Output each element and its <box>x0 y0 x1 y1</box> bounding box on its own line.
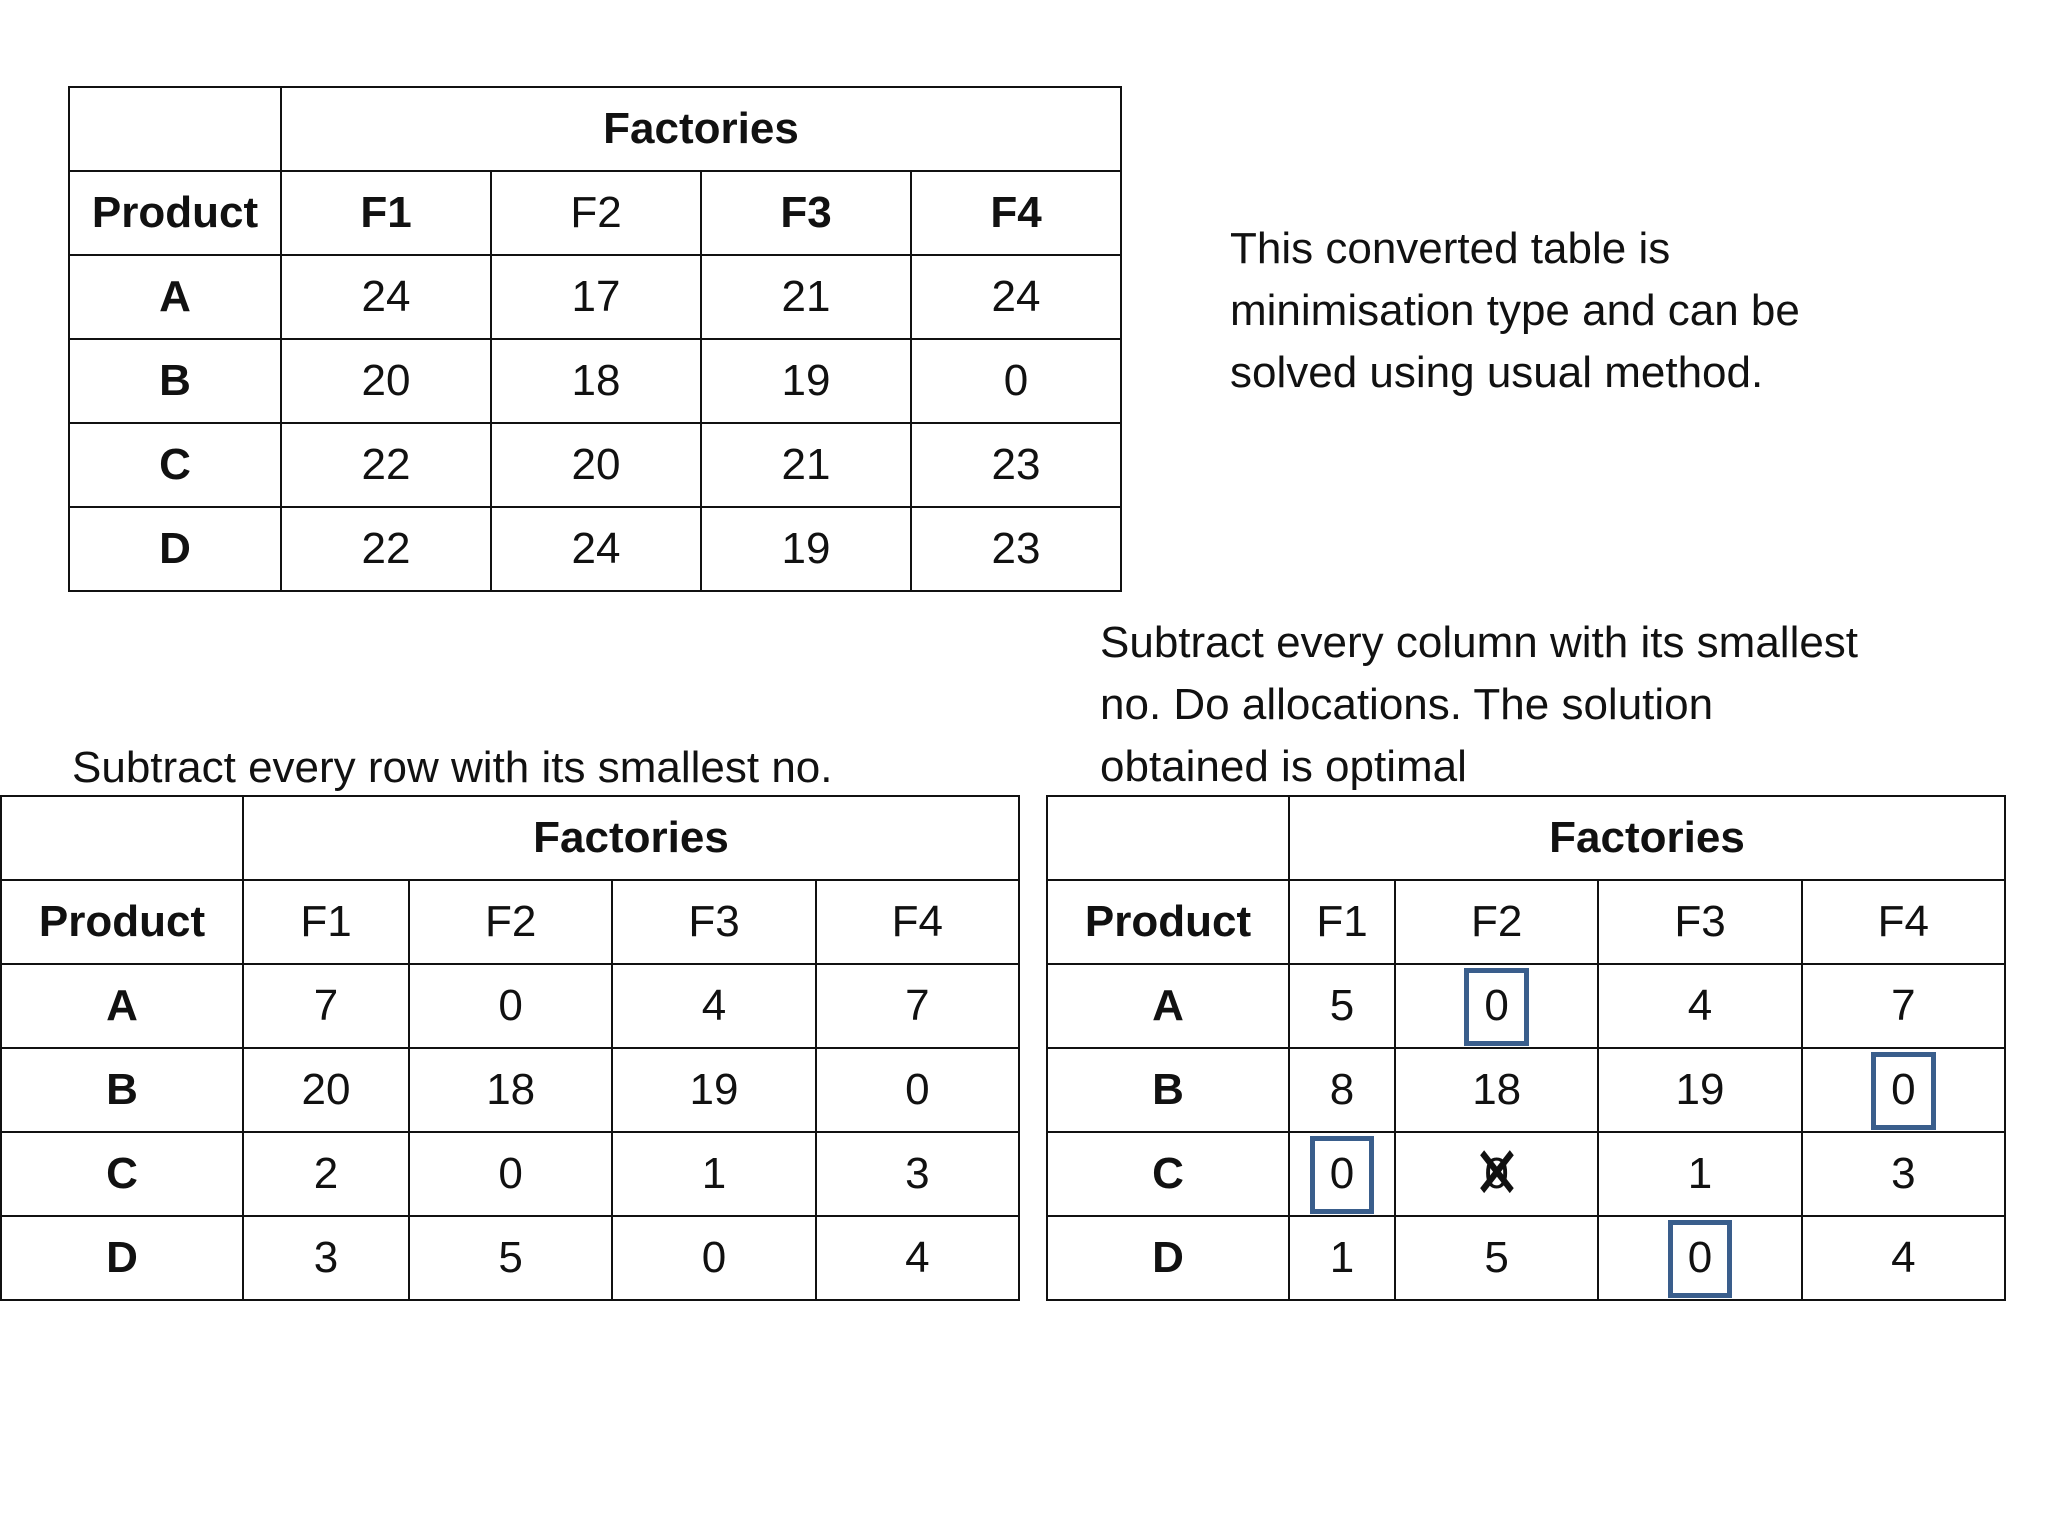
table-cell <box>1598 1132 1801 1216</box>
table-row <box>69 339 1121 423</box>
cell-value: 1 <box>1329 1233 1355 1282</box>
table-cell <box>1598 1216 1801 1300</box>
table-row <box>1 1132 1019 1216</box>
table-row <box>69 507 1121 591</box>
row-label: A <box>1 964 243 1048</box>
table-cell: 3 <box>243 1216 409 1300</box>
table-cell: 24 <box>281 255 491 339</box>
cell-value: 19 <box>1675 1065 1725 1114</box>
table-row <box>1047 964 2005 1048</box>
table-cell: 18 <box>409 1048 612 1132</box>
cell-value: 4 <box>1687 981 1713 1030</box>
table-corner-cell <box>69 87 281 171</box>
note-line: solved using usual method. <box>1230 348 1764 397</box>
table-cell: 20 <box>281 339 491 423</box>
column-header-f1: F1 <box>281 171 491 255</box>
column-reduced-table <box>1046 795 2006 1301</box>
row-label: C <box>1 1132 243 1216</box>
table-group-header-row <box>1047 796 2005 880</box>
table-cell <box>1289 1216 1395 1300</box>
note-line: obtained is optimal <box>1100 742 1467 791</box>
table-cell: 23 <box>911 507 1121 591</box>
cell-value: 3 <box>1891 1149 1916 1198</box>
column-header-f1: F1 <box>1289 880 1395 964</box>
column-header-f1: F1 <box>243 880 409 964</box>
table-cell: 7 <box>816 964 1019 1048</box>
cell-value: 8 <box>1329 1065 1355 1114</box>
table-header-row <box>69 171 1121 255</box>
product-column-header: Product <box>69 171 281 255</box>
column-header-f3: F3 <box>1598 880 1801 964</box>
factories-group-header: Factories <box>281 87 1121 171</box>
table-cell <box>1289 1132 1395 1216</box>
note-line: no. Do allocations. The solution <box>1100 680 1714 729</box>
table-cell: 2 <box>243 1132 409 1216</box>
row-label: B <box>1047 1048 1289 1132</box>
converted-table <box>68 86 1122 592</box>
note-line: This converted table is <box>1230 224 1671 273</box>
table-cell: 23 <box>911 423 1121 507</box>
cell-value: 5 <box>1329 981 1355 1030</box>
crossed-cell-value: ✕ 0 <box>1484 1152 1508 1196</box>
row-label: D <box>1 1216 243 1300</box>
row-label: D <box>1047 1216 1289 1300</box>
table-cell: 0 <box>409 964 612 1048</box>
cell-value: 5 <box>1484 1233 1509 1282</box>
table-cell: 18 <box>491 339 701 423</box>
row-reduced-table <box>0 795 1020 1301</box>
table-row <box>1 964 1019 1048</box>
table-row <box>1047 1132 2005 1216</box>
row-label: B <box>69 339 281 423</box>
table-cell <box>1395 1048 1598 1132</box>
table-cell: 22 <box>281 507 491 591</box>
row-label: C <box>69 423 281 507</box>
table-cell: 22 <box>281 423 491 507</box>
product-column-header: Product <box>1 880 243 964</box>
table-cell <box>1802 1048 2005 1132</box>
table-row <box>69 423 1121 507</box>
row-step-note: Subtract every row with its smallest no. <box>72 743 833 792</box>
table-cell <box>1802 964 2005 1048</box>
table-cell: 24 <box>491 507 701 591</box>
column-header-f4: F4 <box>911 171 1121 255</box>
product-column-header: Product <box>1047 880 1289 964</box>
allocated-cell-value: 0 <box>1687 1233 1713 1282</box>
row-label: B <box>1 1048 243 1132</box>
row-label: C <box>1047 1132 1289 1216</box>
factories-group-header: Factories <box>1289 796 2005 880</box>
table-cell: 20 <box>491 423 701 507</box>
row-label: D <box>69 507 281 591</box>
table-corner-cell <box>1 796 243 880</box>
table-row <box>1 1216 1019 1300</box>
table-header-row <box>1 880 1019 964</box>
table-row <box>1047 1216 2005 1300</box>
table-cell: 4 <box>612 964 815 1048</box>
table-cell: 5 <box>409 1216 612 1300</box>
table-cell: 0 <box>409 1132 612 1216</box>
note-line: Subtract every column with its smallest <box>1100 618 1859 667</box>
table-cell: 21 <box>701 255 911 339</box>
table-cell <box>1802 1132 2005 1216</box>
cell-value: 18 <box>1472 1065 1522 1114</box>
converted-table-note <box>1230 218 1800 404</box>
table-cell <box>1289 1048 1395 1132</box>
table-header-row <box>1047 880 2005 964</box>
table-cell: 24 <box>911 255 1121 339</box>
factories-group-header: Factories <box>243 796 1019 880</box>
column-header-f2: F2 <box>409 880 612 964</box>
table-cell: 19 <box>701 507 911 591</box>
table-cell <box>1395 1132 1598 1216</box>
cell-value: 4 <box>1891 1233 1916 1282</box>
table-row <box>69 255 1121 339</box>
table-cell: 4 <box>816 1216 1019 1300</box>
table-cell <box>1598 964 1801 1048</box>
cell-value: 7 <box>1891 981 1916 1030</box>
table-row <box>1 1048 1019 1132</box>
cell-value: 1 <box>1687 1149 1713 1198</box>
table-cell: 21 <box>701 423 911 507</box>
allocated-cell-value: 0 <box>1484 981 1509 1030</box>
column-header-f3: F3 <box>701 171 911 255</box>
table-cell: 17 <box>491 255 701 339</box>
table-cell <box>1395 964 1598 1048</box>
allocated-cell-value: 0 <box>1891 1065 1916 1114</box>
note-line: minimisation type and can be <box>1230 286 1800 335</box>
table-cell: 20 <box>243 1048 409 1132</box>
table-cell: 0 <box>911 339 1121 423</box>
column-header-f4: F4 <box>816 880 1019 964</box>
table-cell: 0 <box>816 1048 1019 1132</box>
column-header-f2: F2 <box>491 171 701 255</box>
row-label: A <box>69 255 281 339</box>
table-row <box>1047 1048 2005 1132</box>
table-cell: 7 <box>243 964 409 1048</box>
row-label: A <box>1047 964 1289 1048</box>
table-cell <box>1598 1048 1801 1132</box>
table-cell: 19 <box>612 1048 815 1132</box>
column-header-f3: F3 <box>612 880 815 964</box>
column-step-note <box>1100 612 1858 798</box>
table-cell: 1 <box>612 1132 815 1216</box>
table-cell: 19 <box>701 339 911 423</box>
table-cell <box>1395 1216 1598 1300</box>
table-group-header-row <box>1 796 1019 880</box>
table-corner-cell <box>1047 796 1289 880</box>
allocated-cell-value: 0 <box>1329 1149 1355 1198</box>
table-cell: 0 <box>612 1216 815 1300</box>
table-group-header-row <box>69 87 1121 171</box>
table-cell <box>1802 1216 2005 1300</box>
table-cell: 3 <box>816 1132 1019 1216</box>
column-header-f2: F2 <box>1395 880 1598 964</box>
column-header-f4: F4 <box>1802 880 2005 964</box>
table-cell <box>1289 964 1395 1048</box>
